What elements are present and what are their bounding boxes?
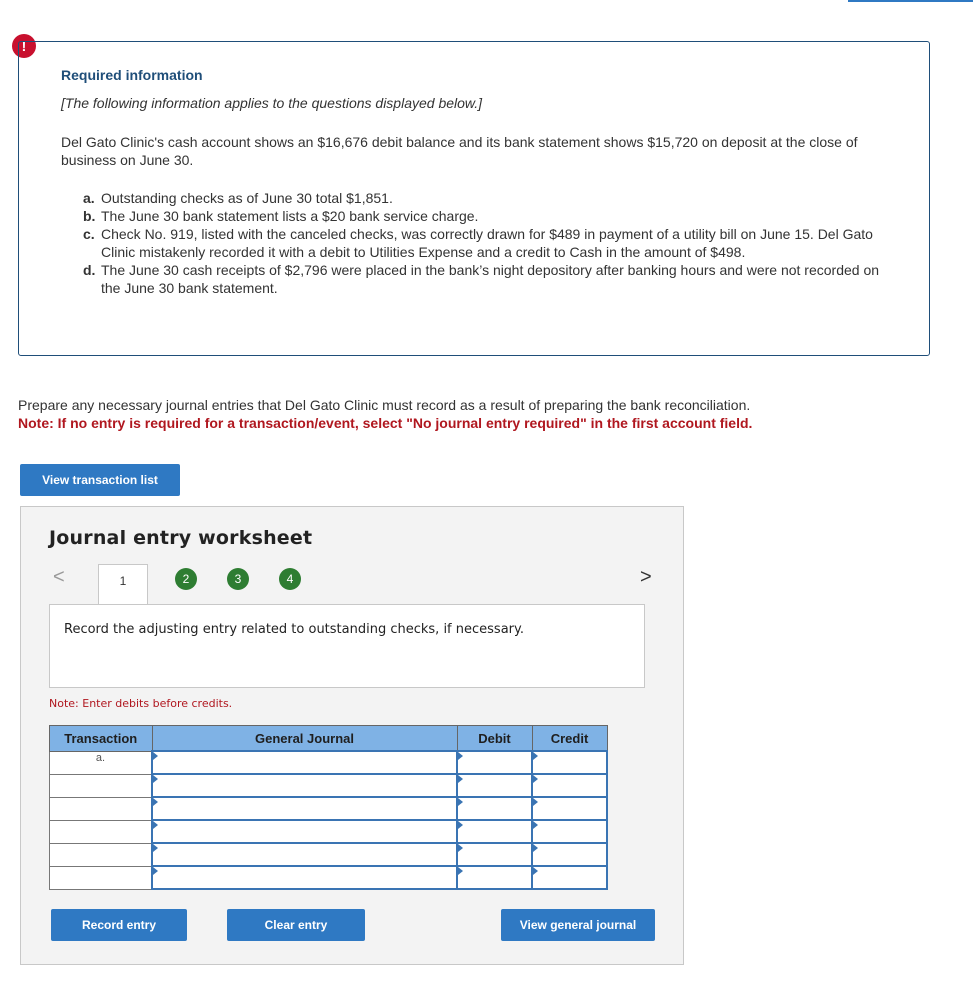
table-header-row xyxy=(50,726,608,752)
table-row xyxy=(50,866,608,889)
tab-3[interactable]: 3 xyxy=(227,568,249,590)
account-select[interactable] xyxy=(152,843,457,866)
credit-input[interactable] xyxy=(532,820,607,843)
item-text: The June 30 bank statement lists a $20 bank service charge. xyxy=(101,208,479,224)
account-select[interactable] xyxy=(152,751,457,774)
journal-table xyxy=(49,725,608,890)
account-select[interactable] xyxy=(152,797,457,820)
dropdown-marker-icon xyxy=(458,798,463,806)
dropdown-marker-icon xyxy=(458,775,463,783)
dropdown-marker-icon xyxy=(458,752,463,760)
transaction-cell xyxy=(50,797,153,820)
instruction-box xyxy=(49,604,645,688)
worksheet-note: Note: Enter debits before credits. xyxy=(49,697,233,710)
journal-entry-worksheet xyxy=(20,506,684,965)
info-list xyxy=(83,189,883,297)
item-label: a. xyxy=(83,190,95,206)
list-item xyxy=(83,189,883,207)
view-transaction-list-button[interactable]: View transaction list xyxy=(20,464,180,496)
dropdown-marker-icon xyxy=(533,844,538,852)
account-select[interactable] xyxy=(152,820,457,843)
debit-input[interactable] xyxy=(457,866,532,889)
item-text: Check No. 919, listed with the canceled checks, was correctly drawn for $489 in payment of a utility bill on June 15. Del Gato Clinic mistakenly recorded it with a debit to Utilities Expense and a credit to Cash in the amount of $498. xyxy=(101,226,873,260)
dropdown-marker-icon xyxy=(153,775,158,783)
account-select[interactable] xyxy=(152,866,457,889)
item-text: Outstanding checks as of June 30 total $1,851. xyxy=(101,190,393,206)
transaction-cell xyxy=(50,866,153,889)
credit-input[interactable] xyxy=(532,866,607,889)
item-label: c. xyxy=(83,226,95,242)
dropdown-marker-icon xyxy=(533,775,538,783)
prompt-text: Prepare any necessary journal entries that Del Gato Clinic must record as a result of preparing the bank reconciliation. xyxy=(18,397,751,413)
record-entry-button[interactable]: Record entry xyxy=(51,909,187,941)
dropdown-marker-icon xyxy=(533,752,538,760)
worksheet-instruction: Record the adjusting entry related to outstanding checks, if necessary. xyxy=(64,622,524,637)
view-general-journal-button[interactable]: View general journal xyxy=(501,909,655,941)
top-accent-bar xyxy=(848,0,973,2)
list-item xyxy=(83,207,883,225)
tab-2[interactable]: 2 xyxy=(175,568,197,590)
credit-input[interactable] xyxy=(532,774,607,797)
dropdown-marker-icon xyxy=(533,821,538,829)
dropdown-marker-icon xyxy=(153,844,158,852)
col-general-journal: General Journal xyxy=(152,726,457,752)
table-row xyxy=(50,843,608,866)
tab-1[interactable]: 1 xyxy=(98,564,148,605)
table-row xyxy=(50,797,608,820)
col-credit: Credit xyxy=(532,726,607,752)
required-information-panel xyxy=(18,41,930,356)
prompt-note: Note: If no entry is required for a transaction/event, select "No journal entry required" in the first account field. xyxy=(18,415,753,431)
transaction-cell xyxy=(50,820,153,843)
transaction-cell xyxy=(50,843,153,866)
dropdown-marker-icon xyxy=(153,821,158,829)
list-item xyxy=(83,261,883,297)
dropdown-marker-icon xyxy=(458,821,463,829)
dropdown-marker-icon xyxy=(458,867,463,875)
debit-input[interactable] xyxy=(457,774,532,797)
alert-icon: ! xyxy=(12,34,36,58)
question-prompt xyxy=(18,396,918,432)
item-label: b. xyxy=(83,208,96,224)
dropdown-marker-icon xyxy=(533,867,538,875)
col-transaction: Transaction xyxy=(50,726,153,752)
debit-input[interactable] xyxy=(457,751,532,774)
dropdown-marker-icon xyxy=(153,752,158,760)
worksheet-title: Journal entry worksheet xyxy=(49,527,313,549)
col-debit: Debit xyxy=(457,726,532,752)
dropdown-marker-icon xyxy=(153,798,158,806)
prev-arrow-icon[interactable]: < xyxy=(53,566,65,588)
list-item xyxy=(83,225,883,261)
account-select[interactable] xyxy=(152,774,457,797)
item-label: d. xyxy=(83,262,96,278)
credit-input[interactable] xyxy=(532,751,607,774)
debit-input[interactable] xyxy=(457,843,532,866)
credit-input[interactable] xyxy=(532,797,607,820)
next-arrow-icon[interactable]: > xyxy=(640,566,652,588)
debit-input[interactable] xyxy=(457,820,532,843)
tab-4[interactable]: 4 xyxy=(279,568,301,590)
table-row xyxy=(50,751,608,774)
table-row xyxy=(50,820,608,843)
table-row xyxy=(50,774,608,797)
dropdown-marker-icon xyxy=(153,867,158,875)
dropdown-marker-icon xyxy=(458,844,463,852)
info-title: Required information xyxy=(61,67,203,83)
transaction-cell xyxy=(50,774,153,797)
info-paragraph: Del Gato Clinic's cash account shows an $16,676 debit balance and its bank statement shows $15,720 on deposit at the close of business on June 30. xyxy=(61,134,858,168)
item-text: The June 30 cash receipts of $2,796 were placed in the bank’s night depository after banking hours and were not recorded on the June 30 bank statement. xyxy=(101,262,880,296)
dropdown-marker-icon xyxy=(533,798,538,806)
info-subtitle: [The following information applies to the questions displayed below.] xyxy=(61,95,483,111)
credit-input[interactable] xyxy=(532,843,607,866)
clear-entry-button[interactable]: Clear entry xyxy=(227,909,365,941)
debit-input[interactable] xyxy=(457,797,532,820)
transaction-cell: a. xyxy=(50,751,153,774)
